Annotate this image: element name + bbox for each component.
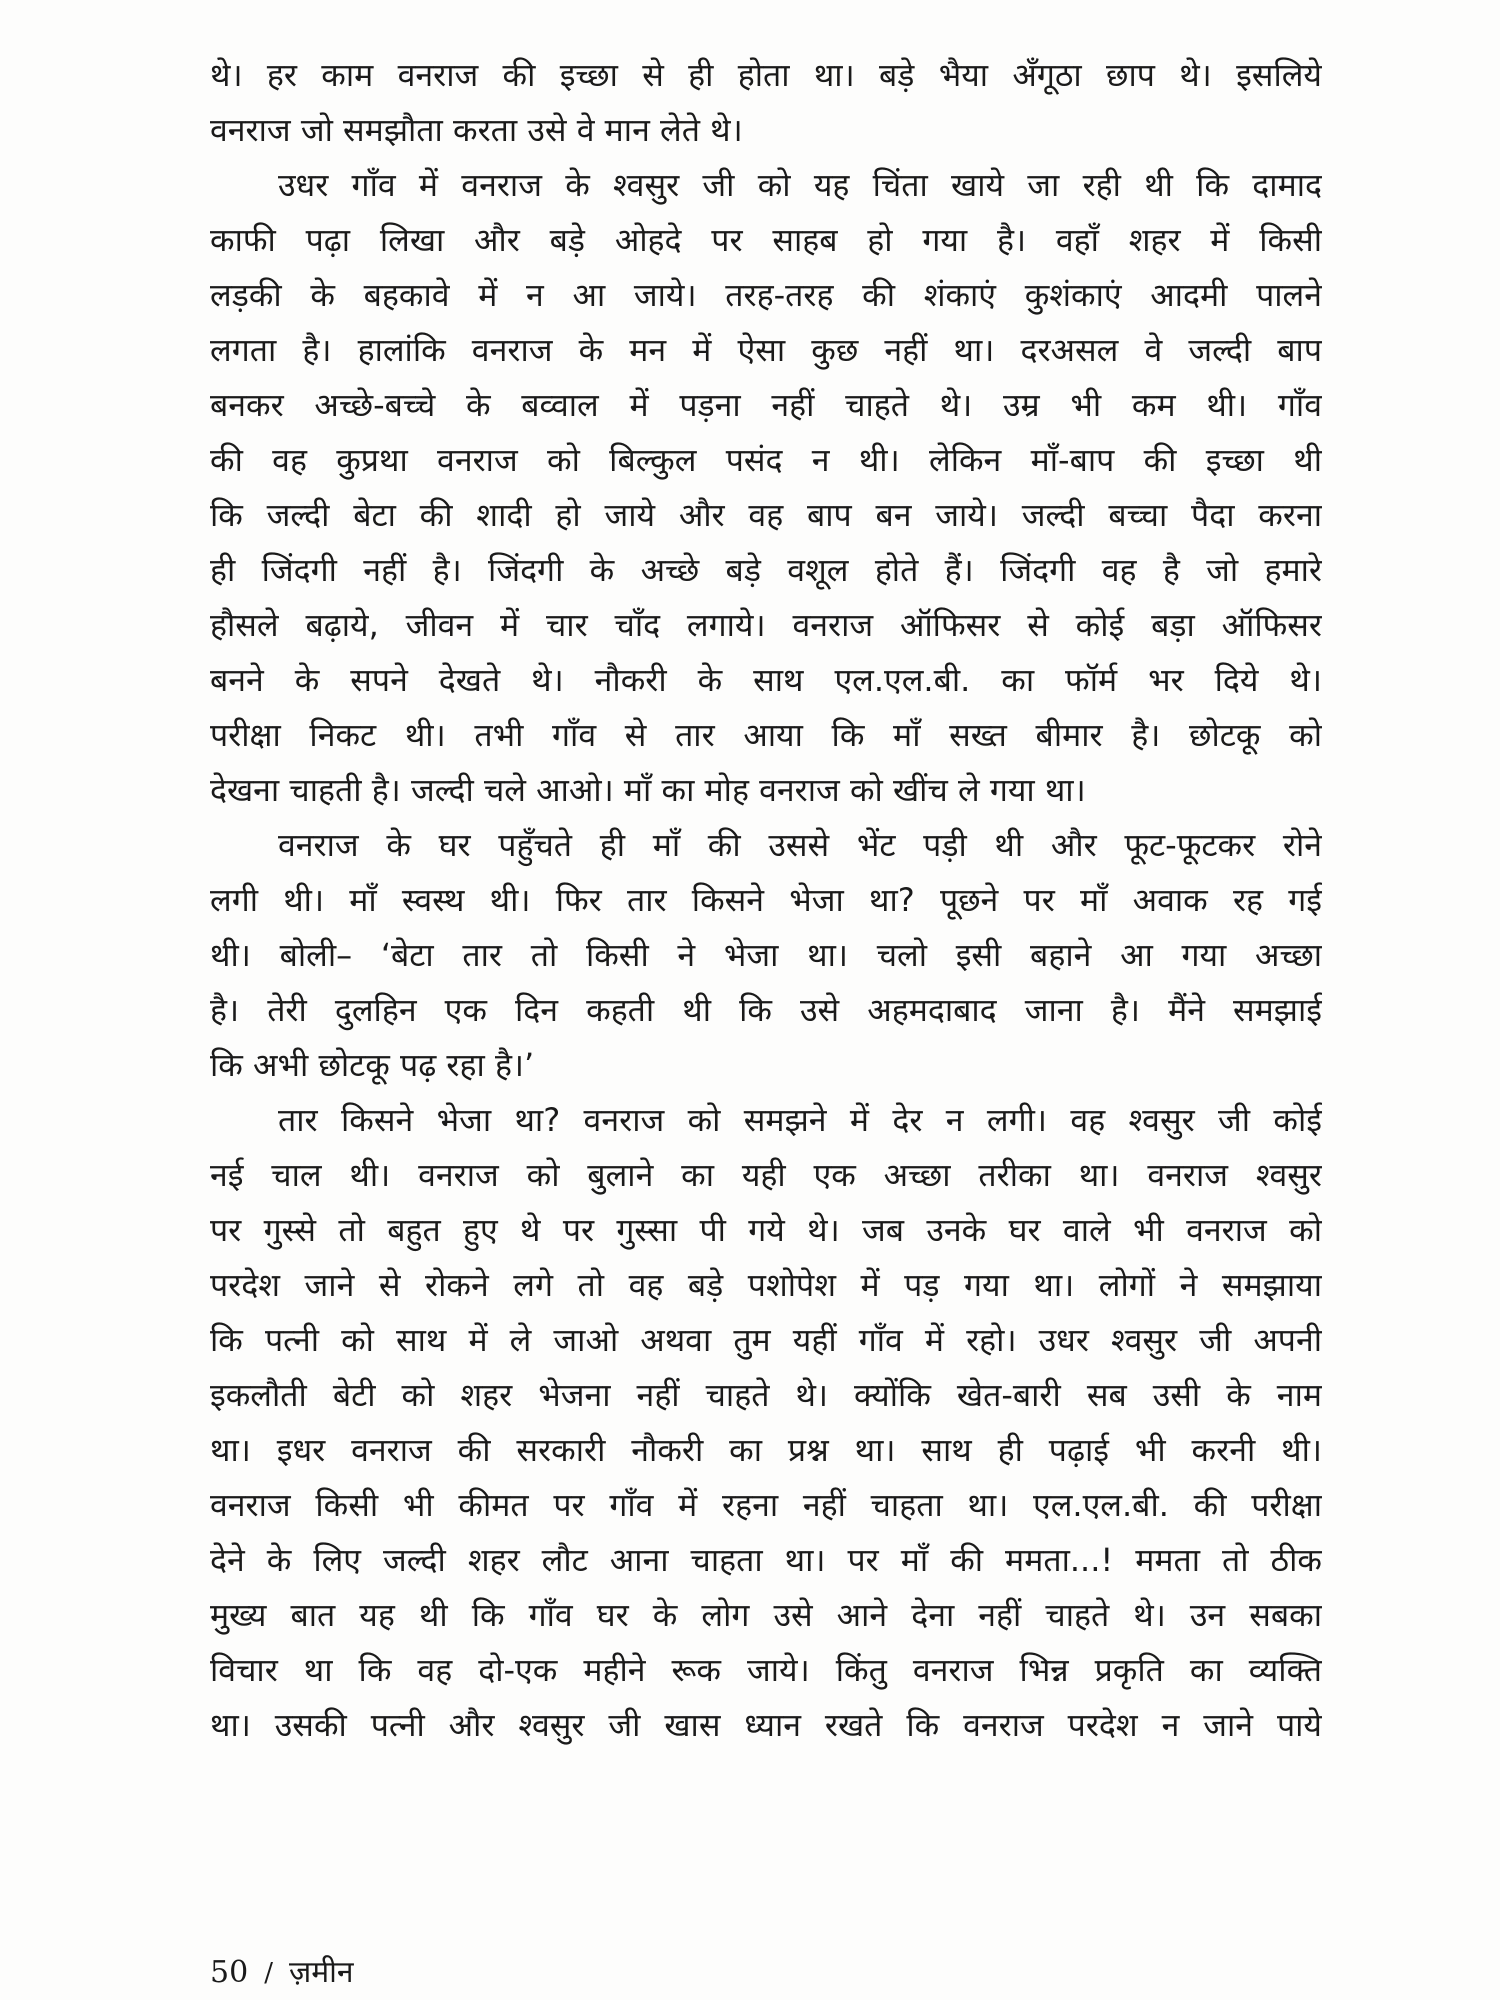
text-line: वनराज के घर पहुँचते ही माँ की उससे भेंट पड़ी थी और फूट-फूटकर रोने bbox=[278, 826, 1322, 864]
text-line: कि जल्दी बेटा की शादी हो जाये और वह बाप बन जाये। जल्दी बच्चा पैदा करना bbox=[210, 496, 1322, 534]
text-line: पर गुस्से तो बहुत हुए थे पर गुस्सा पी गये थे। जब उनके घर वाले भी वनराज को bbox=[210, 1211, 1322, 1249]
text-line: देने के लिए जल्दी शहर लौट आना चाहता था। पर माँ की ममता...! ममता तो ठीक bbox=[210, 1541, 1322, 1579]
text-line: नई चाल थी। वनराज को बुलाने का यही एक अच्छा तरीका था। वनराज श्वसुर bbox=[210, 1156, 1322, 1194]
text-line: विचार था कि वह दो-एक महीने रूक जाये। किंतु वनराज भिन्न प्रकृति का व्यक्ति bbox=[210, 1651, 1322, 1689]
text-line: मुख्य बात यह थी कि गाँव घर के लोग उसे आने देना नहीं चाहते थे। उन सबका bbox=[210, 1596, 1322, 1634]
text-line: परदेश जाने से रोकने लगे तो वह बड़े पशोपेश में पड़ गया था। लोगों ने समझाया bbox=[210, 1266, 1322, 1304]
text-line: थे। हर काम वनराज की इच्छा से ही होता था। बड़े भैया अँगूठा छाप थे। इसलिये bbox=[210, 56, 1322, 94]
text-line: कि पत्नी को साथ में ले जाओ अथवा तुम यहीं गाँव में रहो। उधर श्वसुर जी अपनी bbox=[210, 1321, 1322, 1359]
text-line: थी। बोली– ‘बेटा तार तो किसी ने भेजा था। चलो इसी बहाने आ गया अच्छा bbox=[210, 936, 1322, 974]
text-line: था। इधर वनराज की सरकारी नौकरी का प्रश्न था। साथ ही पढ़ाई भी करनी थी। bbox=[210, 1431, 1322, 1469]
text-line: है। तेरी दुलहिन एक दिन कहती थी कि उसे अहमदाबाद जाना है। मैंने समझाई bbox=[210, 991, 1322, 1029]
text-line: था। उसकी पत्नी और श्वसुर जी खास ध्यान रखते कि वनराज परदेश न जाने पाये bbox=[210, 1706, 1322, 1744]
text-line: लगी थी। माँ स्वस्थ थी। फिर तार किसने भेजा था? पूछने पर माँ अवाक रह गई bbox=[210, 881, 1322, 919]
footer-separator: / bbox=[264, 1958, 273, 1988]
text-line: वनराज किसी भी कीमत पर गाँव में रहना नहीं चाहता था। एल.एल.बी. की परीक्षा bbox=[210, 1486, 1322, 1524]
text-line: वनराज जो समझौता करता उसे वे मान लेते थे। bbox=[210, 111, 743, 149]
page-footer bbox=[210, 1955, 354, 1990]
page-number: 50 bbox=[210, 1955, 249, 1990]
text-line: की वह कुप्रथा वनराज को बिल्कुल पसंद न थी। लेकिन माँ-बाप की इच्छा थी bbox=[210, 441, 1322, 479]
text-line: उधर गाँव में वनराज के श्वसुर जी को यह चिंता खाये जा रही थी कि दामाद bbox=[278, 166, 1322, 204]
text-line: लड़की के बहकावे में न आ जाये। तरह-तरह की शंकाएं कुशंकाएं आदमी पालने bbox=[210, 276, 1322, 314]
text-line: लगता है। हालांकि वनराज के मन में ऐसा कुछ नहीं था। दरअसल वे जल्दी बाप bbox=[210, 331, 1322, 369]
book-title: ज़मीन bbox=[288, 1955, 354, 1990]
text-line: बनकर अच्छे-बच्चे के बव्वाल में पड़ना नहीं चाहते थे। उम्र भी कम थी। गाँव bbox=[210, 386, 1322, 424]
text-line: परीक्षा निकट थी। तभी गाँव से तार आया कि माँ सख्त बीमार है। छोटकू को bbox=[210, 716, 1322, 754]
page-body-text bbox=[210, 48, 1322, 1753]
text-line: काफी पढ़ा लिखा और बड़े ओहदे पर साहब हो गया है। वहाँ शहर में किसी bbox=[210, 221, 1322, 259]
text-line: हौसले बढ़ाये, जीवन में चार चाँद लगाये। वनराज ऑफिसर से कोई बड़ा ऑफिसर bbox=[210, 606, 1322, 644]
text-line: बनने के सपने देखते थे। नौकरी के साथ एल.एल.बी. का फॉर्म भर दिये थे। bbox=[210, 661, 1322, 699]
text-line: कि अभी छोटकू पढ़ रहा है।’ bbox=[210, 1046, 535, 1084]
text-line: इकलौती बेटी को शहर भेजना नहीं चाहते थे। क्योंकि खेत-बारी सब उसी के नाम bbox=[210, 1376, 1322, 1414]
text-line: ही जिंदगी नहीं है। जिंदगी के अच्छे बड़े वशूल होते हैं। जिंदगी वह है जो हमारे bbox=[210, 551, 1322, 589]
text-line: देखना चाहती है। जल्दी चले आओ। माँ का मोह वनराज को खींच ले गया था। bbox=[210, 771, 1086, 809]
text-line: तार किसने भेजा था? वनराज को समझने में देर न लगी। वह श्वसुर जी कोई bbox=[278, 1101, 1322, 1139]
